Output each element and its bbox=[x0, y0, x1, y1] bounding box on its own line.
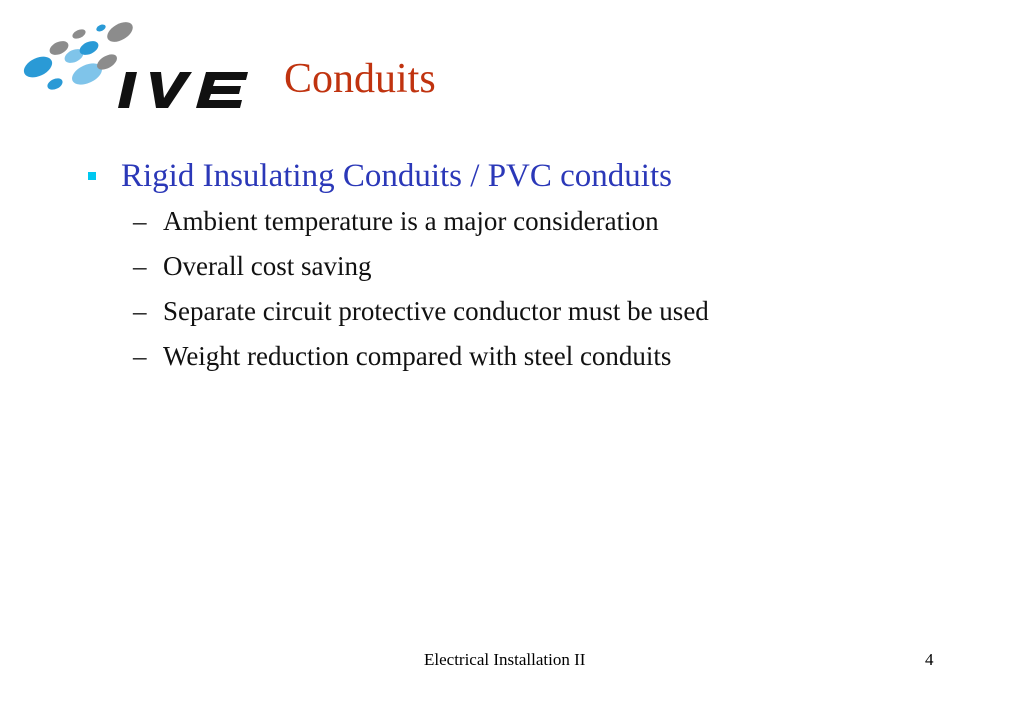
sub-bullet-text: Separate circuit protective conductor must be used bbox=[163, 296, 709, 326]
ive-logo bbox=[22, 12, 252, 112]
footer-page-number: 4 bbox=[925, 650, 934, 669]
sub-bullet-text: Ambient temperature is a major consideration bbox=[163, 206, 659, 236]
main-bullet-text: Rigid Insulating Conduits / PVC conduits bbox=[121, 158, 672, 194]
square-bullet-icon bbox=[88, 172, 96, 180]
sub-bullet-list bbox=[133, 206, 709, 386]
sub-bullet-item bbox=[133, 206, 709, 251]
sub-bullet-item bbox=[133, 251, 709, 296]
sub-bullet-item bbox=[133, 341, 709, 386]
footer-course-title: Electrical Installation II bbox=[424, 650, 586, 669]
dash-bullet-icon: – bbox=[133, 251, 147, 281]
main-bullet bbox=[88, 158, 672, 195]
dash-bullet-icon: – bbox=[133, 341, 147, 371]
dash-bullet-icon: – bbox=[133, 296, 147, 326]
dash-bullet-icon: – bbox=[133, 206, 147, 236]
logo-bubbles bbox=[22, 18, 136, 92]
sub-bullet-text: Overall cost saving bbox=[163, 251, 372, 281]
slide-title: Conduits bbox=[284, 56, 436, 102]
sub-bullet-item bbox=[133, 296, 709, 341]
sub-bullet-text: Weight reduction compared with steel conduits bbox=[163, 341, 672, 371]
logo-wordmark bbox=[118, 72, 248, 108]
